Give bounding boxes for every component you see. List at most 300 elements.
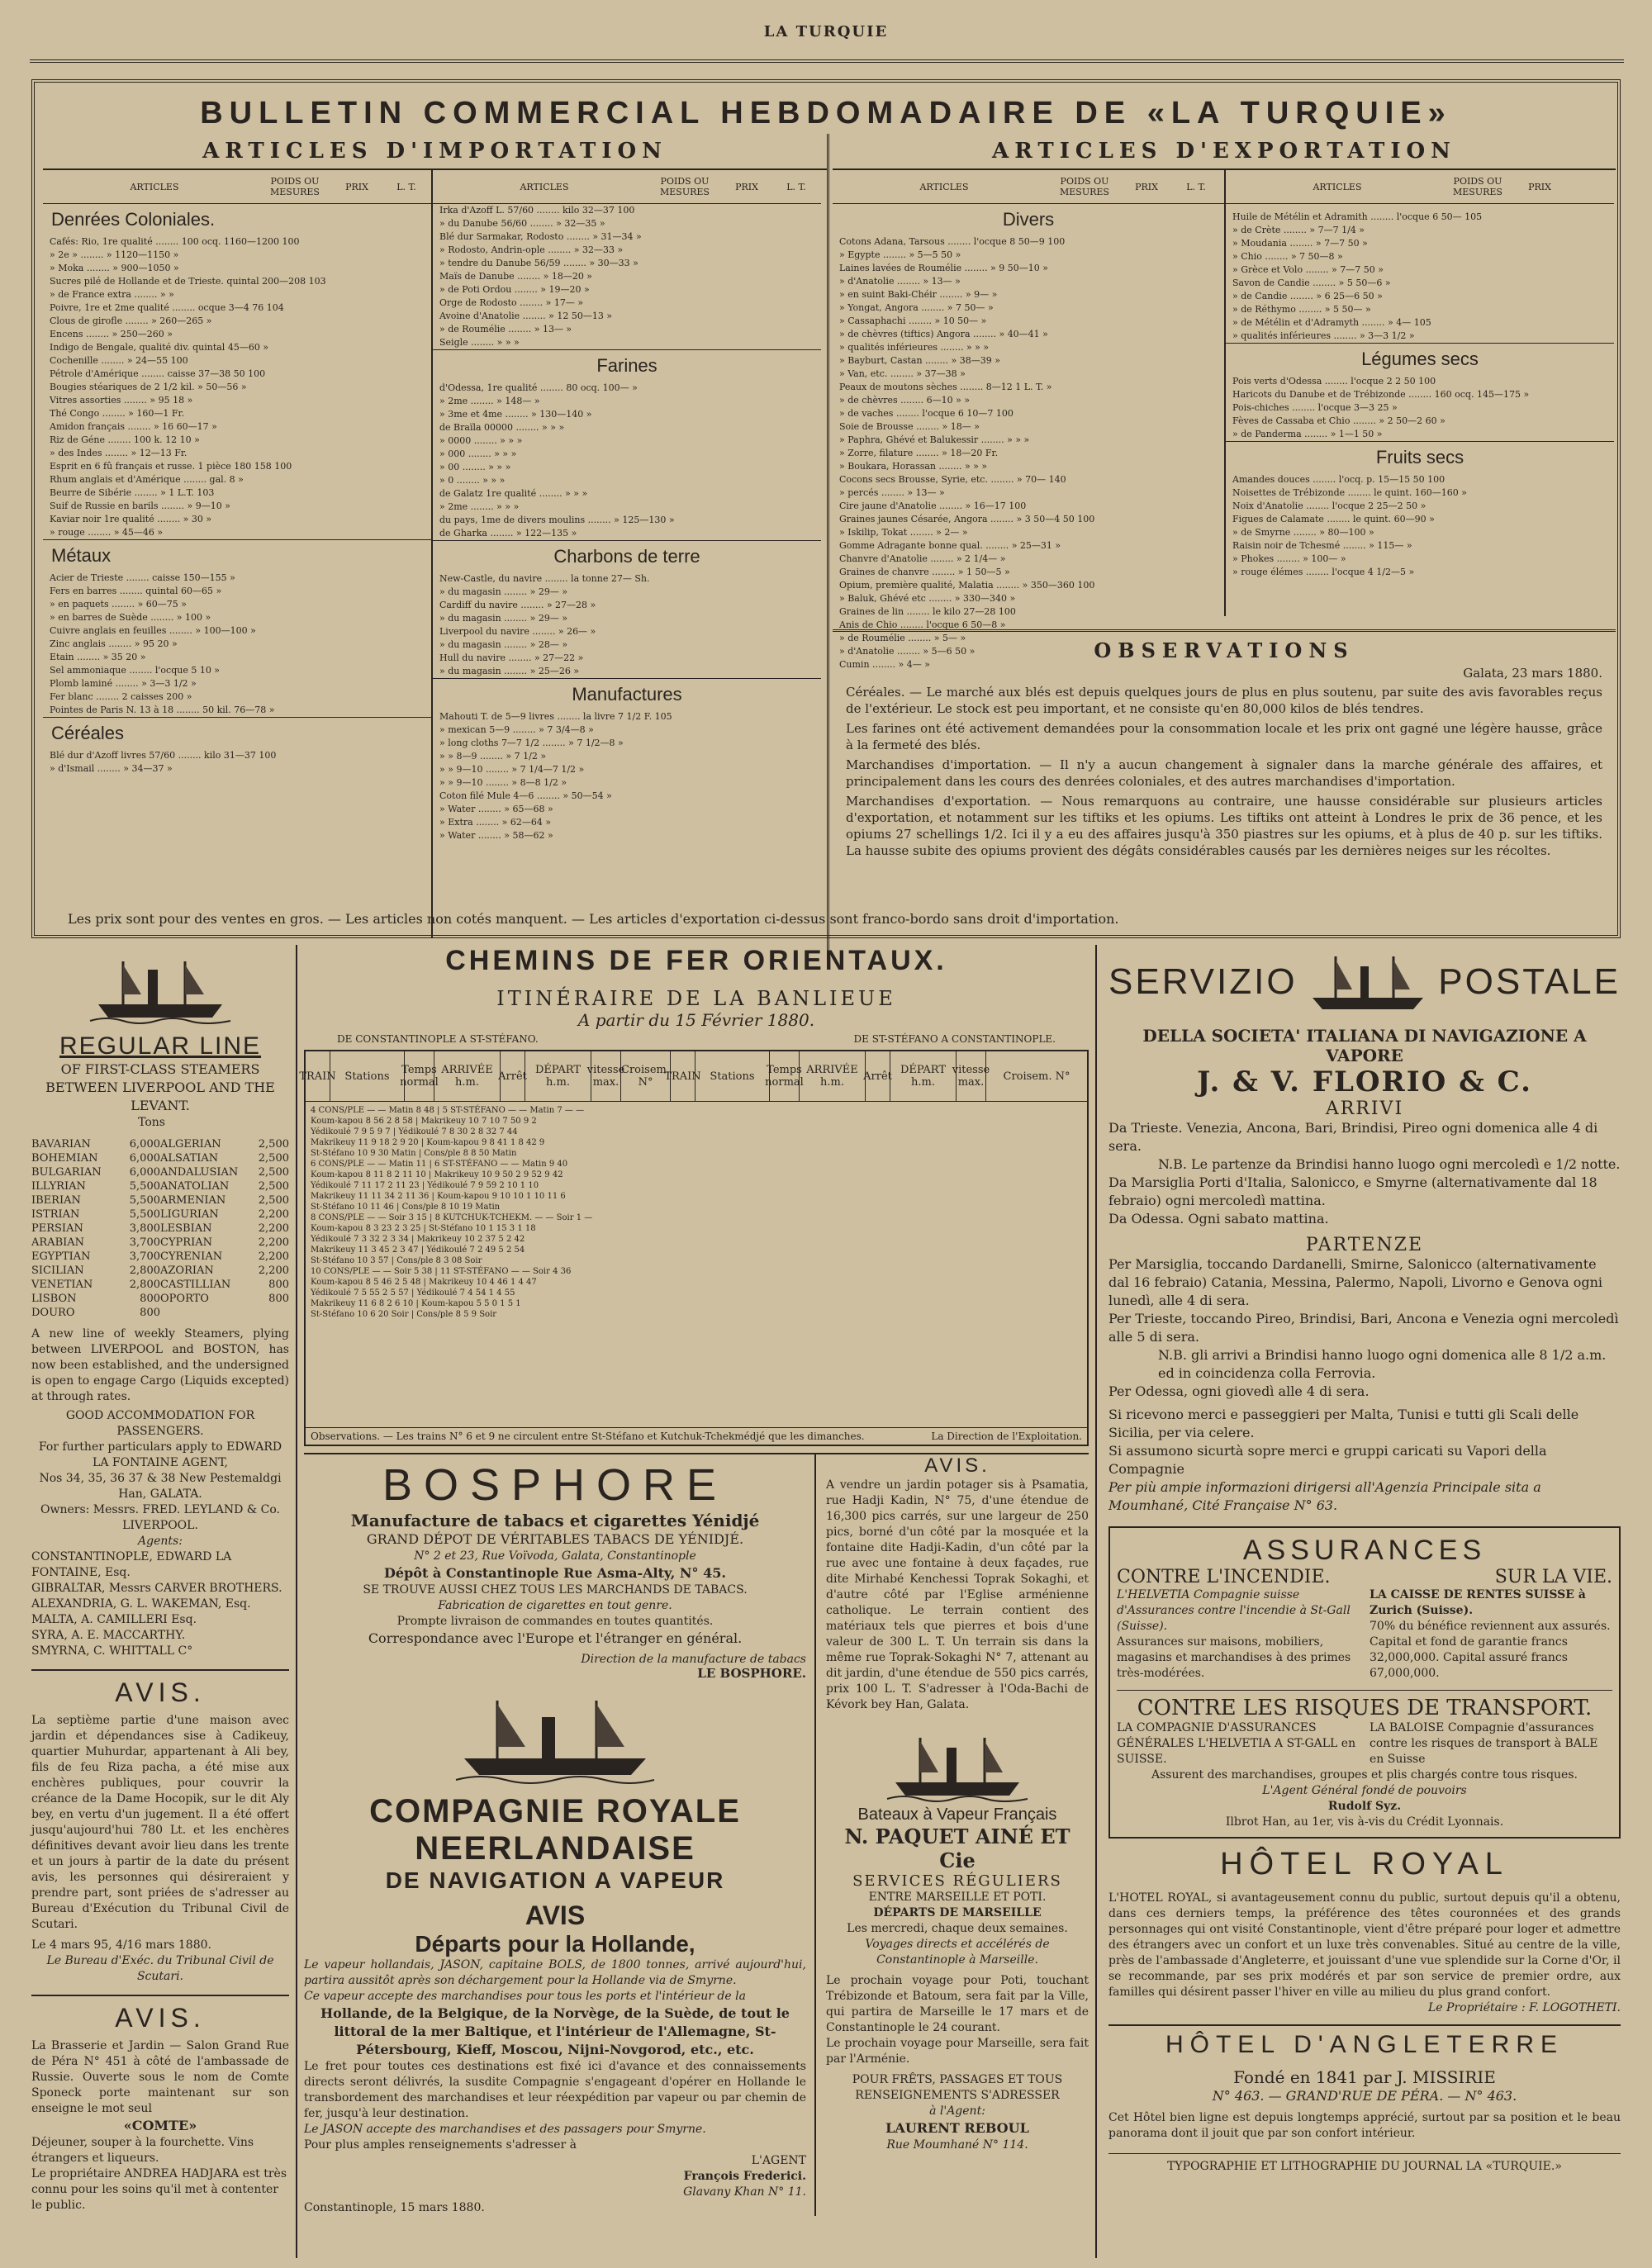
servizio-a1: Da Trieste. Venezia, Ancona, Bari, Brindisi, Pireo ogni domenica alle 4 di sera.	[1108, 1120, 1598, 1154]
price-row: Esprit en 6 fû français et russe. 1 pièce 180 158 100	[50, 461, 292, 472]
apply-to: For further particulars apply to EDWARD LA FONTAINE AGENT,	[38, 1440, 282, 1469]
tons-label: Tons	[138, 1116, 165, 1129]
price-row: » Zorre, filature ........ » 18—20 Fr.	[839, 448, 999, 458]
timetable-row: Koum-kapou 8 3 23 2 3 25 | St-Stéfano 10 1 15 3 1 18	[311, 1224, 536, 1233]
price-row: » rouge élémes ........ l'ocque 4 1/2—5 »	[1232, 567, 1415, 577]
price-row: Chanvre d'Anatolie ........ » 2 1/4— »	[839, 553, 1006, 564]
price-row: » de Smyrne ........ » 80—100 »	[1232, 527, 1374, 538]
bosphore-sub3: N° 2 et 23, Rue Voïvoda, Galata, Constantinople	[414, 1549, 696, 1563]
timetable-direction: La Direction de l'Exploitation.	[931, 1431, 1082, 1442]
price-row: » Egypte ........ » 5—5 50 »	[839, 249, 961, 260]
ship-tonnage: 5,500	[129, 1194, 160, 1207]
ship-tonnage: 800	[140, 1293, 160, 1305]
price-row: » de France extra ........ » »	[50, 289, 174, 300]
bosphore-sub8: Correspondance avec l'Europe et l'étranger en général.	[368, 1630, 743, 1646]
col-lt: L. T.	[786, 181, 806, 192]
assurances-l1: L'HELVETIA Compagnie suisse d'Assurances contre l'incendie à St-Gall (Suisse).	[1117, 1588, 1351, 1633]
steamship-icon	[887, 1723, 1028, 1805]
neerlandaise-p5: Le JASON accepte des marchandises et des passagers pour Smyrne.	[304, 2123, 706, 2136]
price-row: » Cassaphachi ........ » 10 50— »	[839, 316, 987, 326]
price-row: Maïs de Danube ........ » 18—20 »	[439, 271, 593, 282]
timetable-row: St-Stéfano 10 9 30 Matin | Cons/ple 8 8 50 Matin	[311, 1149, 517, 1158]
assurances-t3: Assurent des marchandises, groupes et plis chargés contre tous risques.	[1151, 1768, 1578, 1782]
ship-tonnage: 6,000	[129, 1166, 160, 1179]
ship-tonnage	[240, 1306, 289, 1320]
timetable-row: 10 CONS/PLE — — Soir 5 38 | 11 ST-STÉFANO — — Soir 4 36	[311, 1267, 572, 1276]
timetable-rows	[306, 1102, 1087, 1323]
neerlandaise-title: COMPAGNIE ROYALE NEERLANDAISE	[369, 1793, 741, 1867]
timetable-note: Observations. — Les trains N° 6 et 9 ne circulent entre St-Stéfano et Kutchuk-Tchekmédjé que les dimanches.	[311, 1431, 865, 1442]
price-row: » Grèce et Volo ........ » 7—7 50 »	[1232, 264, 1384, 275]
section-farines: Farines	[433, 349, 821, 382]
price-row: » Van, etc. ........ » 37—38 »	[839, 368, 966, 379]
price-row: » du Danube 56/60 ........ » 32—35 »	[439, 218, 605, 229]
rows-charbons	[433, 572, 821, 678]
chemins-title: CHEMINS DE FER ORIENTAUX.	[445, 945, 947, 976]
price-row: » du magasin ........ » 28— »	[439, 639, 568, 650]
assurances-title: ASSURANCES	[1242, 1535, 1487, 1566]
ship-tonnage: 5,500	[129, 1180, 160, 1193]
price-row: Cardiff du navire ........ » 27—28 »	[439, 600, 596, 610]
paquet-title1: Bateaux à Vapeur Français	[857, 1805, 1057, 1824]
price-row: Bougies stéariques de 2 1/2 kil. » 50—56 »	[50, 382, 247, 392]
bosphore-sub4: Dépôt à Constantinople Rue Asma-Alty, N° 45.	[384, 1565, 726, 1581]
bosphore-title: BOSPHORE	[382, 1460, 729, 1510]
price-row: » 000 ........ » » »	[439, 448, 517, 459]
import-col-headers-2	[433, 170, 821, 204]
neerlandaise-agent-addr: Glavany Khan N° 11.	[683, 2185, 806, 2199]
price-row: » qualités inférieures ........ » » »	[839, 342, 990, 353]
hotel-angleterre-founded: Fondé en 1841 par J. MISSIRIE	[1233, 2067, 1496, 2087]
ship-name: IBERIAN	[31, 1194, 81, 1207]
ship-tonnage: 2,200	[258, 1264, 289, 1277]
avis-mid-title: AVIS.	[924, 1454, 990, 1477]
ship-tonnage: 2,500	[258, 1152, 289, 1165]
th-vitesse-2: vitesse max.	[957, 1051, 986, 1101]
timetable	[299, 1050, 1089, 1446]
rows-farines	[433, 382, 821, 540]
timetable-row: 4 CONS/PLE — — Matin 8 48 | 5 ST-STÉFANO — — Matin 7 — —	[311, 1106, 585, 1115]
price-row: Suif de Russie en barils ........ » 9—10 »	[50, 501, 230, 511]
price-row: Haricots du Danube et de Trébizonde ........ 160 ocq. 145—175 »	[1232, 389, 1530, 400]
ship-name: PERSIAN	[31, 1222, 83, 1235]
agent-entry: GIBRALTAR, Messrs CARVER BROTHERS.	[31, 1582, 282, 1595]
export-col-headers-2	[1226, 170, 1614, 204]
servizio-a3: Da Odessa. Ogni sabato mattina.	[1108, 1211, 1329, 1227]
price-row: Poivre, 1re et 2me qualité ........ ocque 3—4 76 104	[50, 302, 284, 313]
direction-2: DE ST-STÉFANO A CONSTANTINOPLE.	[853, 1033, 1056, 1045]
col-articles: ARTICLES	[919, 181, 969, 192]
price-row: Orge de Rodosto ........ » 17— »	[439, 297, 584, 308]
price-row: Fers en barres ........ quintal 60—65 »	[50, 586, 222, 596]
servizio-company2: J. & V. FLORIO & C.	[1197, 1065, 1532, 1098]
price-row: Sel ammoniaque ........ l'ocque 5 10 »	[50, 665, 221, 676]
assurances-right: SUR LA VIE.	[1494, 1567, 1612, 1587]
price-row: Blé dur d'Azoff livres 57/60 ........ kilo 31—37 100	[50, 750, 277, 761]
price-row: » d'Anatolie ........ » 5—6 50 »	[839, 646, 976, 657]
col-prix: PRIX	[1135, 181, 1158, 192]
middle-lower	[304, 1453, 1089, 2216]
assurances-right-col	[1370, 1587, 1612, 1682]
col-poids: POIDS OU MESURES	[1453, 176, 1502, 197]
price-row: » Water ........ » 65—68 »	[439, 804, 553, 814]
ship-name: ALGERIAN	[160, 1138, 221, 1151]
regular-line-title: REGULAR LINE	[59, 1032, 262, 1060]
ship-tonnage: 3,700	[129, 1236, 160, 1249]
rows-cereales-mid	[433, 204, 821, 349]
price-row: » » 8—9 ........ » 7 1/2 »	[439, 751, 547, 762]
servizio-company: DELLA SOCIETA' ITALIANA DI NAVIGAZIONE A VAPORE	[1142, 1026, 1587, 1065]
avis-1-title: AVIS.	[31, 1669, 289, 1708]
price-row: Amandes douces ........ l'ocq. p. 15—15 50 100	[1232, 474, 1446, 485]
col-poids: POIDS OU MESURES	[270, 176, 320, 197]
servizio-p4: Si ricevono merci e passeggieri per Malta, Tunisi e tutti gli Scali delle Sicilia, per via celere.	[1108, 1407, 1579, 1440]
timetable-row: Yédikoulé 7 11 17 2 11 23 | Yédikoulé 7 9 59 2 10 1 10	[311, 1181, 539, 1190]
timetable-row: Yédikoulé 7 5 55 2 5 57 | Yédikoulé 7 4 54 1 4 55	[311, 1288, 515, 1298]
price-row: » de vaches ........ l'ocque 6 10—7 100	[839, 408, 1014, 419]
section-legumes: Légumes secs	[1226, 343, 1614, 375]
rows-huiles	[1226, 211, 1614, 343]
timetable-row: 6 CONS/PLE — — Matin 11 | 6 ST-STÉFANO — — Matin 9 40	[311, 1160, 568, 1169]
price-row: Cocons secs Brousse, Syrie, etc. ........ » 70— 140	[839, 474, 1066, 485]
neerlandaise-p1: Le vapeur hollandais, JASON, capitaine BOLS, de 1800 tonnes, arrivé aujourd'hui, partira aussitôt après son déchargement pour la Hollande via de Smyrne.	[304, 1958, 806, 1987]
rows-divers	[833, 235, 1224, 671]
servizio-a2: Da Marsiglia Porti d'Italia, Salonicco, e Smyrne (alternativamente dal 18 febraio) ogni mercoledì mattina.	[1108, 1174, 1597, 1208]
section-coloniales: Denrées Coloniales.	[51, 209, 216, 230]
price-row: Gomme Adragante bonne qual. ........ » 25—31 »	[839, 540, 1061, 551]
ship-name	[160, 1306, 240, 1320]
ship-name: DOURO	[31, 1307, 75, 1319]
ship-tonnage: 2,500	[258, 1180, 289, 1193]
agents-list	[31, 1549, 289, 1659]
price-row: Indigo de Bengale, qualité div. quintal 45—60 »	[50, 342, 269, 353]
itineraire-title: ITINÉRAIRE DE LA BANLIEUE	[496, 987, 896, 1010]
ship-tonnage: 800	[268, 1293, 289, 1305]
timetable-directions	[304, 1033, 1089, 1045]
price-row: » rouge ........ » 45—46 »	[50, 527, 164, 538]
price-row: Raisin noir de Tchesmé ........ » 115— »	[1232, 540, 1412, 551]
bulletin-footer-note: Les prix sont pour des ventes en gros. — Les articles non cotés manquent. — Les articles d'exportation ci-dessus sont franco-bordo sans droit d'importation.	[68, 911, 1119, 927]
avis-1-body: La septième partie d'une maison avec jardin et dépendances sise à Cadikeuy, quartier Muhurdar, appartenant à Ali bey, fils de feu Riza pacha, a été mise aux enchères publiques, pour couvrir la créance de la Dame Hocopik, sur le dit Aly bey, en vertu d'un jugement. Il a été offert jusqu'aujourd'hui 780 Lt. et les enchères définitives devant avoir lieu dans les trente et un jours à partir de la date du présent avis, les personnes qui désireraient y prendre part, sont priées de s'adresser au Bureau d'Exécution du Tribunal Civil de Scutari.	[31, 1714, 289, 1931]
steamship-icon	[90, 945, 230, 1027]
th-depart: DÉPART h.m.	[525, 1051, 591, 1101]
price-row: » du magasin ........ » 29— »	[439, 613, 568, 624]
th-arret-2: Arrêt	[866, 1051, 890, 1101]
ship-tonnage: 2,800	[129, 1279, 160, 1291]
price-row: » de Métélin et d'Adramyth ........ » 4— 105	[1232, 317, 1431, 328]
ship-name: ILLYRIAN	[31, 1180, 86, 1193]
assurances-left: CONTRE L'INCENDIE.	[1117, 1567, 1331, 1587]
price-row: » du magasin ........ » 25—26 »	[439, 666, 580, 676]
agent-entry: CONSTANTINOPLE, EDWARD LA FONTAINE, Esq.	[31, 1550, 232, 1579]
middle-lower-left	[304, 1454, 816, 2216]
assurances-t2: LA BALOISE Compagnie d'assurances contre les risques de transport à BALE en Suisse	[1370, 1721, 1598, 1766]
header-rule	[30, 59, 1624, 63]
price-row: » 00 ........ » » »	[439, 462, 511, 472]
th-temps-2: Temps normal	[770, 1051, 800, 1101]
assurances-l2: Assurances sur maisons, mobiliers, magasins et marchandises à des primes très-modérées.	[1117, 1635, 1351, 1680]
price-row: de Gharka ........ » 122—135 »	[439, 528, 577, 539]
timetable-row: Makrikeuy 11 9 18 2 9 20 | Koum-kapou 9 8 41 1 8 42 9	[311, 1138, 545, 1147]
price-row: Fèves de Cassaba et Chio ........ » 2 50—2 60 »	[1232, 415, 1446, 426]
price-row: Huile de Métélin et Adramith ........ l'ocque 6 50— 105	[1232, 211, 1483, 222]
ship-name: BAVARIAN	[31, 1138, 91, 1151]
ship-name: LESBIAN	[160, 1222, 212, 1235]
price-row: Laines lavées de Roumélie ........ » 9 50—10 »	[839, 263, 1048, 273]
price-row: Vitres assorties ........ » 95 18 »	[50, 395, 193, 406]
price-row: » de Réthymo ........ » 5 50— »	[1232, 304, 1371, 315]
col-lt: L. T.	[396, 181, 416, 192]
timetable-row: Makrikeuy 11 6 8 2 6 10 | Koum-kapou 5 5 0 1 5 1	[311, 1299, 521, 1308]
agent-entry: SYRA, A. E. MACCARTHY.	[31, 1629, 186, 1642]
assurances-transport: CONTRE LES RISQUES DE TRANSPORT.	[1117, 1690, 1612, 1720]
import-col-right	[433, 170, 821, 938]
price-row: Acier de Trieste ........ caisse 150—155 »	[50, 572, 235, 583]
price-row: Thé Congo ........ » 160—1 Fr.	[50, 408, 185, 419]
avis-1-date: Le 4 mars 95, 4/16 mars 1880.	[31, 1938, 211, 1952]
assurances-cols	[1117, 1587, 1612, 1682]
assurances-headings	[1117, 1567, 1612, 1587]
servizio-title2: POSTALE	[1438, 961, 1621, 1002]
price-row: » des Indes ........ » 12—13 Fr.	[50, 448, 188, 458]
price-row: Cumin ........ » 4— »	[839, 659, 930, 670]
ship-tonnage: 3,800	[129, 1222, 160, 1235]
timetable-row: St-Stéfano 10 3 57 | Cons/ple 8 3 08 Soir	[311, 1256, 482, 1265]
export-col-right	[1226, 170, 1614, 616]
hotel-royal-body: L'HOTEL ROYAL, si avantageusement connu du public, surtout depuis qu'il a obtenu, dans ces derniers temps, la préférence des têtes couronnées et des grands personnages qui ont visité Constantinople, vient d'être préparé pour loger et admettre des étrangers avec un confort et un luxe très convenables. Situé au centre de la ville, près de l'ambassade d'Angleterre, et jouissant d'une vue splendide sur la Corne d'Or, il se recommande, par ses prix modérés et par son service de premier ordre, aux familles qui désirent passer l'hiver en ville au milieu du plus grand confort.	[1108, 1891, 1621, 1999]
observations-p1: Céréales. — Le marché aux blés est depuis quelques jours de plus en plus soutenu, par suite des avis favorables reçus de l'extérieur. Le stock est peu important, et ne consiste qu'en 80,000 kilos de blés tendres.	[846, 685, 1602, 716]
regular-line-subtitle: OF FIRST-CLASS STEAMERS BETWEEN LIVERPOOL AND THE LEVANT.	[45, 1061, 275, 1113]
price-row: » long cloths 7—7 1/2 ........ » 7 1/2—8 »	[439, 738, 624, 748]
price-row: » d'Ismail ........ » 34—37 »	[50, 763, 173, 774]
price-row: Fer blanc ........ 2 caisses 200 »	[50, 691, 192, 702]
price-row: » 3me et 4me ........ » 130—140 »	[439, 409, 592, 420]
assurances-transport-cols	[1117, 1720, 1612, 1767]
servizio-p6: Per più ampie informazioni dirigersi all'Agenzia Principale sita a Moumhané, Cité Française N° 63.	[1108, 1479, 1541, 1513]
ship-name: ALSATIAN	[160, 1152, 219, 1165]
neerlandaise-p6: Pour plus amples renseignements s'adresser à	[304, 2138, 577, 2152]
paquet-title6: Les mercredi, chaque deux semaines.	[847, 1922, 1068, 1935]
col-poids: POIDS OU MESURES	[1060, 176, 1109, 197]
assurances-r1: LA CAISSE DE RENTES SUISSE à Zurich (Suisse).	[1370, 1588, 1586, 1617]
ship-name: ISTRIAN	[31, 1208, 80, 1221]
ship-name: CASTILLIAN	[160, 1279, 231, 1291]
price-row: » Boukara, Horassan ........ » » »	[839, 461, 988, 472]
price-row: Rhum anglais et d'Amérique ........ gal. 8 »	[50, 474, 244, 485]
price-row: » de chèvres ........ 6—10 » »	[839, 395, 971, 406]
price-row: » en paquets ........ » 60—75 »	[50, 599, 188, 610]
paquet-title5: DÉPARTS DE MARSEILLE	[873, 1906, 1042, 1919]
ship-tonnage: 6,000	[129, 1152, 160, 1165]
price-row: » d'Anatolie ........ » 13— »	[839, 276, 961, 287]
price-row: Amidon français ........ » 16 60—17 »	[50, 421, 217, 432]
timetable-footer	[306, 1427, 1087, 1445]
ship-name: LISBON	[31, 1293, 77, 1305]
agents-label: Agents:	[138, 1535, 183, 1548]
timetable-row: Makrikeuy 11 11 34 2 11 36 | Koum-kapou 9 10 10 1 10 11 6	[311, 1192, 566, 1201]
ship-name: ARMENIAN	[160, 1194, 226, 1207]
commercial-bulletin	[31, 79, 1621, 938]
price-row: » percés ........ » 13— »	[839, 487, 945, 498]
agent-address: Nos 34, 35, 36 37 & 38 New Pestemaldgi Han, GALATA.	[39, 1472, 282, 1501]
ship-tonnage: 2,800	[129, 1264, 160, 1277]
bosphore-sub5: SE TROUVE AUSSI CHEZ TOUS LES MARCHANDS DE TABACS.	[363, 1583, 748, 1597]
col-articles: ARTICLES	[130, 181, 179, 192]
hotel-angleterre-title: HÔTEL D'ANGLETERRE	[1108, 2024, 1621, 2059]
price-row: » 0000 ........ » » »	[439, 435, 523, 446]
ship-name: ANATOLIAN	[160, 1180, 230, 1193]
price-row: Zinc anglais ........ » 95 20 »	[50, 638, 178, 649]
bosphore-sub1: Manufacture de tabacs et cigarettes Yénidjé	[350, 1511, 760, 1530]
agent-entry: ALEXANDRIA, G. L. WAKEMAN, Esq.	[31, 1597, 251, 1611]
neerlandaise-sub: DE NAVIGATION A VAPEUR	[385, 1867, 725, 1893]
price-row: » Yongat, Angora ........ » 7 50— »	[839, 302, 994, 313]
price-row: Cotons Adana, Tarsous ........ l'ocque 8 50—9 100	[839, 236, 1066, 247]
avis-2-title: AVIS.	[31, 1995, 289, 2033]
price-row: Graines de chanvre ........ » 1 50—5 »	[839, 567, 1010, 577]
th-train: TRAIN	[306, 1051, 330, 1101]
price-row: » 2me ........ » 148— »	[439, 396, 540, 406]
price-row: » Chio ........ » 7 50—8 »	[1232, 251, 1343, 262]
owners: Owners: Messrs. FRED. LEYLAND & Co. LIVERPOOL.	[40, 1503, 281, 1532]
price-row: » Baluk, Ghévé etc ........ » 330—340 »	[839, 593, 1016, 604]
bulletin-title: BULLETIN COMMERCIAL HEBDOMADAIRE DE «LA TURQUIE»	[200, 96, 1452, 130]
timetable-row: St-Stéfano 10 6 20 Soir | Cons/ple 8 5 9 Soir	[311, 1310, 497, 1319]
rows-metaux	[43, 572, 431, 717]
observations-title: OBSERVATIONS	[1094, 638, 1355, 662]
import-half	[43, 134, 829, 960]
hotel-royal-owner: Le Propriétaire : F. LOGOTHETI.	[1428, 2001, 1621, 2014]
ship-name: ANDALUSIAN	[160, 1166, 239, 1179]
timetable-row: Koum-kapou 8 56 2 8 58 | Makrikeuy 10 7 10 7 50 9 2	[311, 1117, 537, 1126]
col-articles: ARTICLES	[1313, 181, 1362, 192]
neerlandaise-agent-name: François Frederici.	[683, 2170, 806, 2183]
ship-name: SICILIAN	[31, 1264, 84, 1277]
avis-1-signature: Le Bureau d'Exéc. du Tribunal Civil de Scutari.	[46, 1954, 274, 1983]
price-row: » de chèvres (tiftics) Angora ........ » 40—41 »	[839, 329, 1048, 339]
price-row: » qualités inférieures ........ » 3—3 1/2 »	[1232, 330, 1415, 341]
assurances-t1: LA COMPAGNIE D'ASSURANCES GÉNÉRALES L'HELVETIA A ST-GALL en SUISSE.	[1117, 1721, 1356, 1766]
ship-tonnage: 2,500	[258, 1138, 289, 1151]
middle-column	[299, 945, 1089, 2258]
price-row: » du magasin ........ » 29— »	[439, 586, 568, 597]
col-poids: POIDS OU MESURES	[660, 176, 710, 197]
price-row: » de Poti Ordou ........ » 19—20 »	[439, 284, 590, 295]
price-row: » mexican 5—9 ........ » 7 3/4—8 »	[439, 724, 594, 735]
section-cereales: Céréales	[43, 717, 431, 749]
th-arrivee: ARRIVÉE h.m.	[434, 1051, 501, 1101]
price-row: Pois-chiches ........ l'ocque 3—3 25 »	[1232, 402, 1398, 413]
ships-list	[31, 1137, 289, 1320]
ship-tonnage: 2,200	[258, 1250, 289, 1263]
col-articles: ARTICLES	[520, 181, 569, 192]
observations-p4: Marchandises d'exportation. — Nous remarquons au contraire, une hausse considérable sur plusieurs articles d'exportation, et notamment sur les tiftiks et les opiums. Les tiftiks ont atteint à Londres le prix de 36 pence, et les opiums 27 schellings 1/2. Ici il y a eu des affaires jusqu'à 350 piastres sur les opiums, et à plus de 40 p. sur les tiftiks. La hausse subite des opiums provient des dégâts considérables causés par les dernières neiges sur les récoltes.	[846, 794, 1602, 858]
rows-cereales	[43, 749, 431, 776]
ship-name: BOHEMIAN	[31, 1152, 98, 1165]
price-row: » Rodosto, Andrin-ople ........ » 32—33 »	[439, 244, 624, 255]
timetable-row: Yédikoulé 7 9 5 9 7 | Yédikoulé 7 8 30 2 8 32 7 44	[311, 1127, 518, 1136]
servizio-p1: Per Marsiglia, toccando Dardanelli, Smirne, Salonicco (alternativamente dal 16 febraio) Catania, Messina, Palermo, Napoli, Livorno e Genova ogni lunedì, alle 4 di sera.	[1108, 1256, 1603, 1308]
th-croisem: Croisem. N°	[621, 1051, 671, 1101]
ship-name: BULGARIAN	[31, 1166, 102, 1179]
observations	[833, 629, 1616, 943]
bosphore-sub2: GRAND DÉPOT DE VÉRITABLES TABACS DE YÉNIDJÉ.	[366, 1531, 744, 1547]
price-row: Kaviar noir 1re qualité ........ » 30 »	[50, 514, 212, 524]
price-row: de Galatz 1re qualité ........ » » »	[439, 488, 588, 499]
price-row: » en suint Baki-Chéir ........ » 9— »	[839, 289, 998, 300]
export-heading: ARTICLES D'EXPORTATION	[833, 134, 1616, 170]
ship-name: CYPRIAN	[160, 1236, 212, 1249]
servizio-p5: Si assumono sicurtà sopre merci e gruppi caricati su Vapori della Compagnie	[1108, 1443, 1547, 1477]
neerlandaise-p4: Le fret pour toutes ces destinations est fixé ici d'avance et des connaissements directs seront délivrés, la susdite Compagnie s'engageant d'opérer en Hollande le transbordement des marchandises et leur réexpédition par vapeur ou par chemin de fer, jusqu'à leur destination.	[304, 2060, 806, 2120]
assurances-r2: 70% du bénéfice reviennent aux assurés. Capital et fond de garantie francs 32,000,000. Capital assuré francs 67,000,000.	[1370, 1620, 1611, 1680]
timetable-header	[299, 1051, 1087, 1102]
import-col-headers	[43, 170, 431, 204]
price-row: Etain ........ » 35 20 »	[50, 652, 146, 662]
paquet-agent-addr: Rue Moumhané N° 114.	[886, 2138, 1028, 2152]
th-arret: Arrêt	[501, 1051, 525, 1101]
price-row: » de Panderma ........ » 1—1 50 »	[1232, 429, 1383, 439]
ship-tonnage: 6,000	[129, 1138, 160, 1151]
price-row: du pays, 1me de divers moulins ........ » 125—130 »	[439, 515, 675, 525]
price-row: » Bayburt, Castan ........ » 38—39 »	[839, 355, 1000, 366]
price-row: Cafés: Rio, 1re qualité ........ 100 ocq. 1160—1200 100	[50, 236, 300, 247]
col-prix: PRIX	[735, 181, 758, 192]
price-row: » en barres de Suède ........ » 100 »	[50, 612, 211, 623]
imprint: TYPOGRAPHIE ET LITHOGRAPHIE DU JOURNAL LA «TURQUIE.»	[1108, 2153, 1621, 2175]
price-row: Encens ........ » 250—260 »	[50, 329, 173, 339]
bosphore-sub6: Fabrication de cigarettes en tout genre.	[438, 1599, 672, 1612]
servizio-p3: Per Odessa, ogni giovedì alle 4 di sera.	[1108, 1383, 1370, 1399]
price-row: Figues de Calamate ........ le quint. 60—90 »	[1232, 514, 1435, 524]
th-vitesse: vitesse max.	[591, 1051, 621, 1101]
assurances-agent: L'Agent Général fondé de pouvoirs	[1262, 1784, 1467, 1797]
price-row: » de Crète ........ » 7—7 1/4 »	[1232, 225, 1365, 235]
price-row: » » 9—10 ........ » 8—8 1/2 »	[439, 777, 567, 788]
ship-tonnage: 2,200	[258, 1236, 289, 1249]
col-prix: PRIX	[1528, 181, 1551, 192]
servizio-header	[1108, 945, 1621, 1019]
bosphore-sub7: Prompte livraison de commandes en toutes quantités.	[396, 1615, 714, 1628]
servizio-p2b: N.B. gli arrivi a Brindisi hanno luogo ogni domenica alle 8 1/2 a.m. ed in coincidenza colla Ferrovia.	[1158, 1347, 1607, 1381]
rows-legumes	[1226, 375, 1614, 441]
agent-entry: SMYRNA, C. WHITTALL C°	[31, 1644, 193, 1658]
rows-manufactures	[433, 710, 821, 842]
itineraire-date: A partir du 15 Février 1880.	[577, 1010, 815, 1030]
price-row: » Extra ........ » 62—64 »	[439, 817, 552, 828]
price-row: Seigle ........ » » »	[439, 337, 520, 348]
price-row: Noisettes de Trébizonde ........ le quint. 160—160 »	[1232, 487, 1468, 498]
paquet-title3: SERVICES RÉGULIERS	[852, 1872, 1062, 1890]
price-row: » 0 ........ » » »	[439, 475, 506, 486]
rows-fruits	[1226, 473, 1614, 579]
price-row: Plomb laminé ........ » 3—3 1/2 »	[50, 678, 197, 689]
avis-2-comte: «COMTE»	[123, 2118, 197, 2133]
price-row: Anis de Chio ........ l'ocque 6 50—8 »	[839, 619, 1006, 630]
price-row: Pointes de Paris N. 13 à 18 ........ 50 kil. 76—78 »	[50, 705, 275, 715]
avis-2-body2: Déjeuner, souper à la fourchette. Vins étrangers et liqueurs.	[31, 2136, 254, 2165]
ship-name: OPORTO	[160, 1293, 209, 1305]
ship-tonnage: 2,200	[258, 1222, 289, 1235]
import-col-left	[43, 170, 433, 938]
price-row: Cire jaune d'Anatolie ........ » 16—17 100	[839, 501, 1027, 511]
price-row: New-Castle, du navire ........ la tonne 27— Sh.	[439, 573, 650, 584]
th-arrivee-2: ARRIVÉE h.m.	[800, 1051, 866, 1101]
observations-date: Galata, 23 mars 1880.	[1463, 666, 1602, 681]
section-manufactures: Manufactures	[433, 678, 821, 710]
section-fruits: Fruits secs	[1226, 441, 1614, 473]
timetable-row: Yédikoulé 7 3 32 2 3 34 | Makrikeuy 10 2 37 5 2 42	[311, 1235, 525, 1244]
